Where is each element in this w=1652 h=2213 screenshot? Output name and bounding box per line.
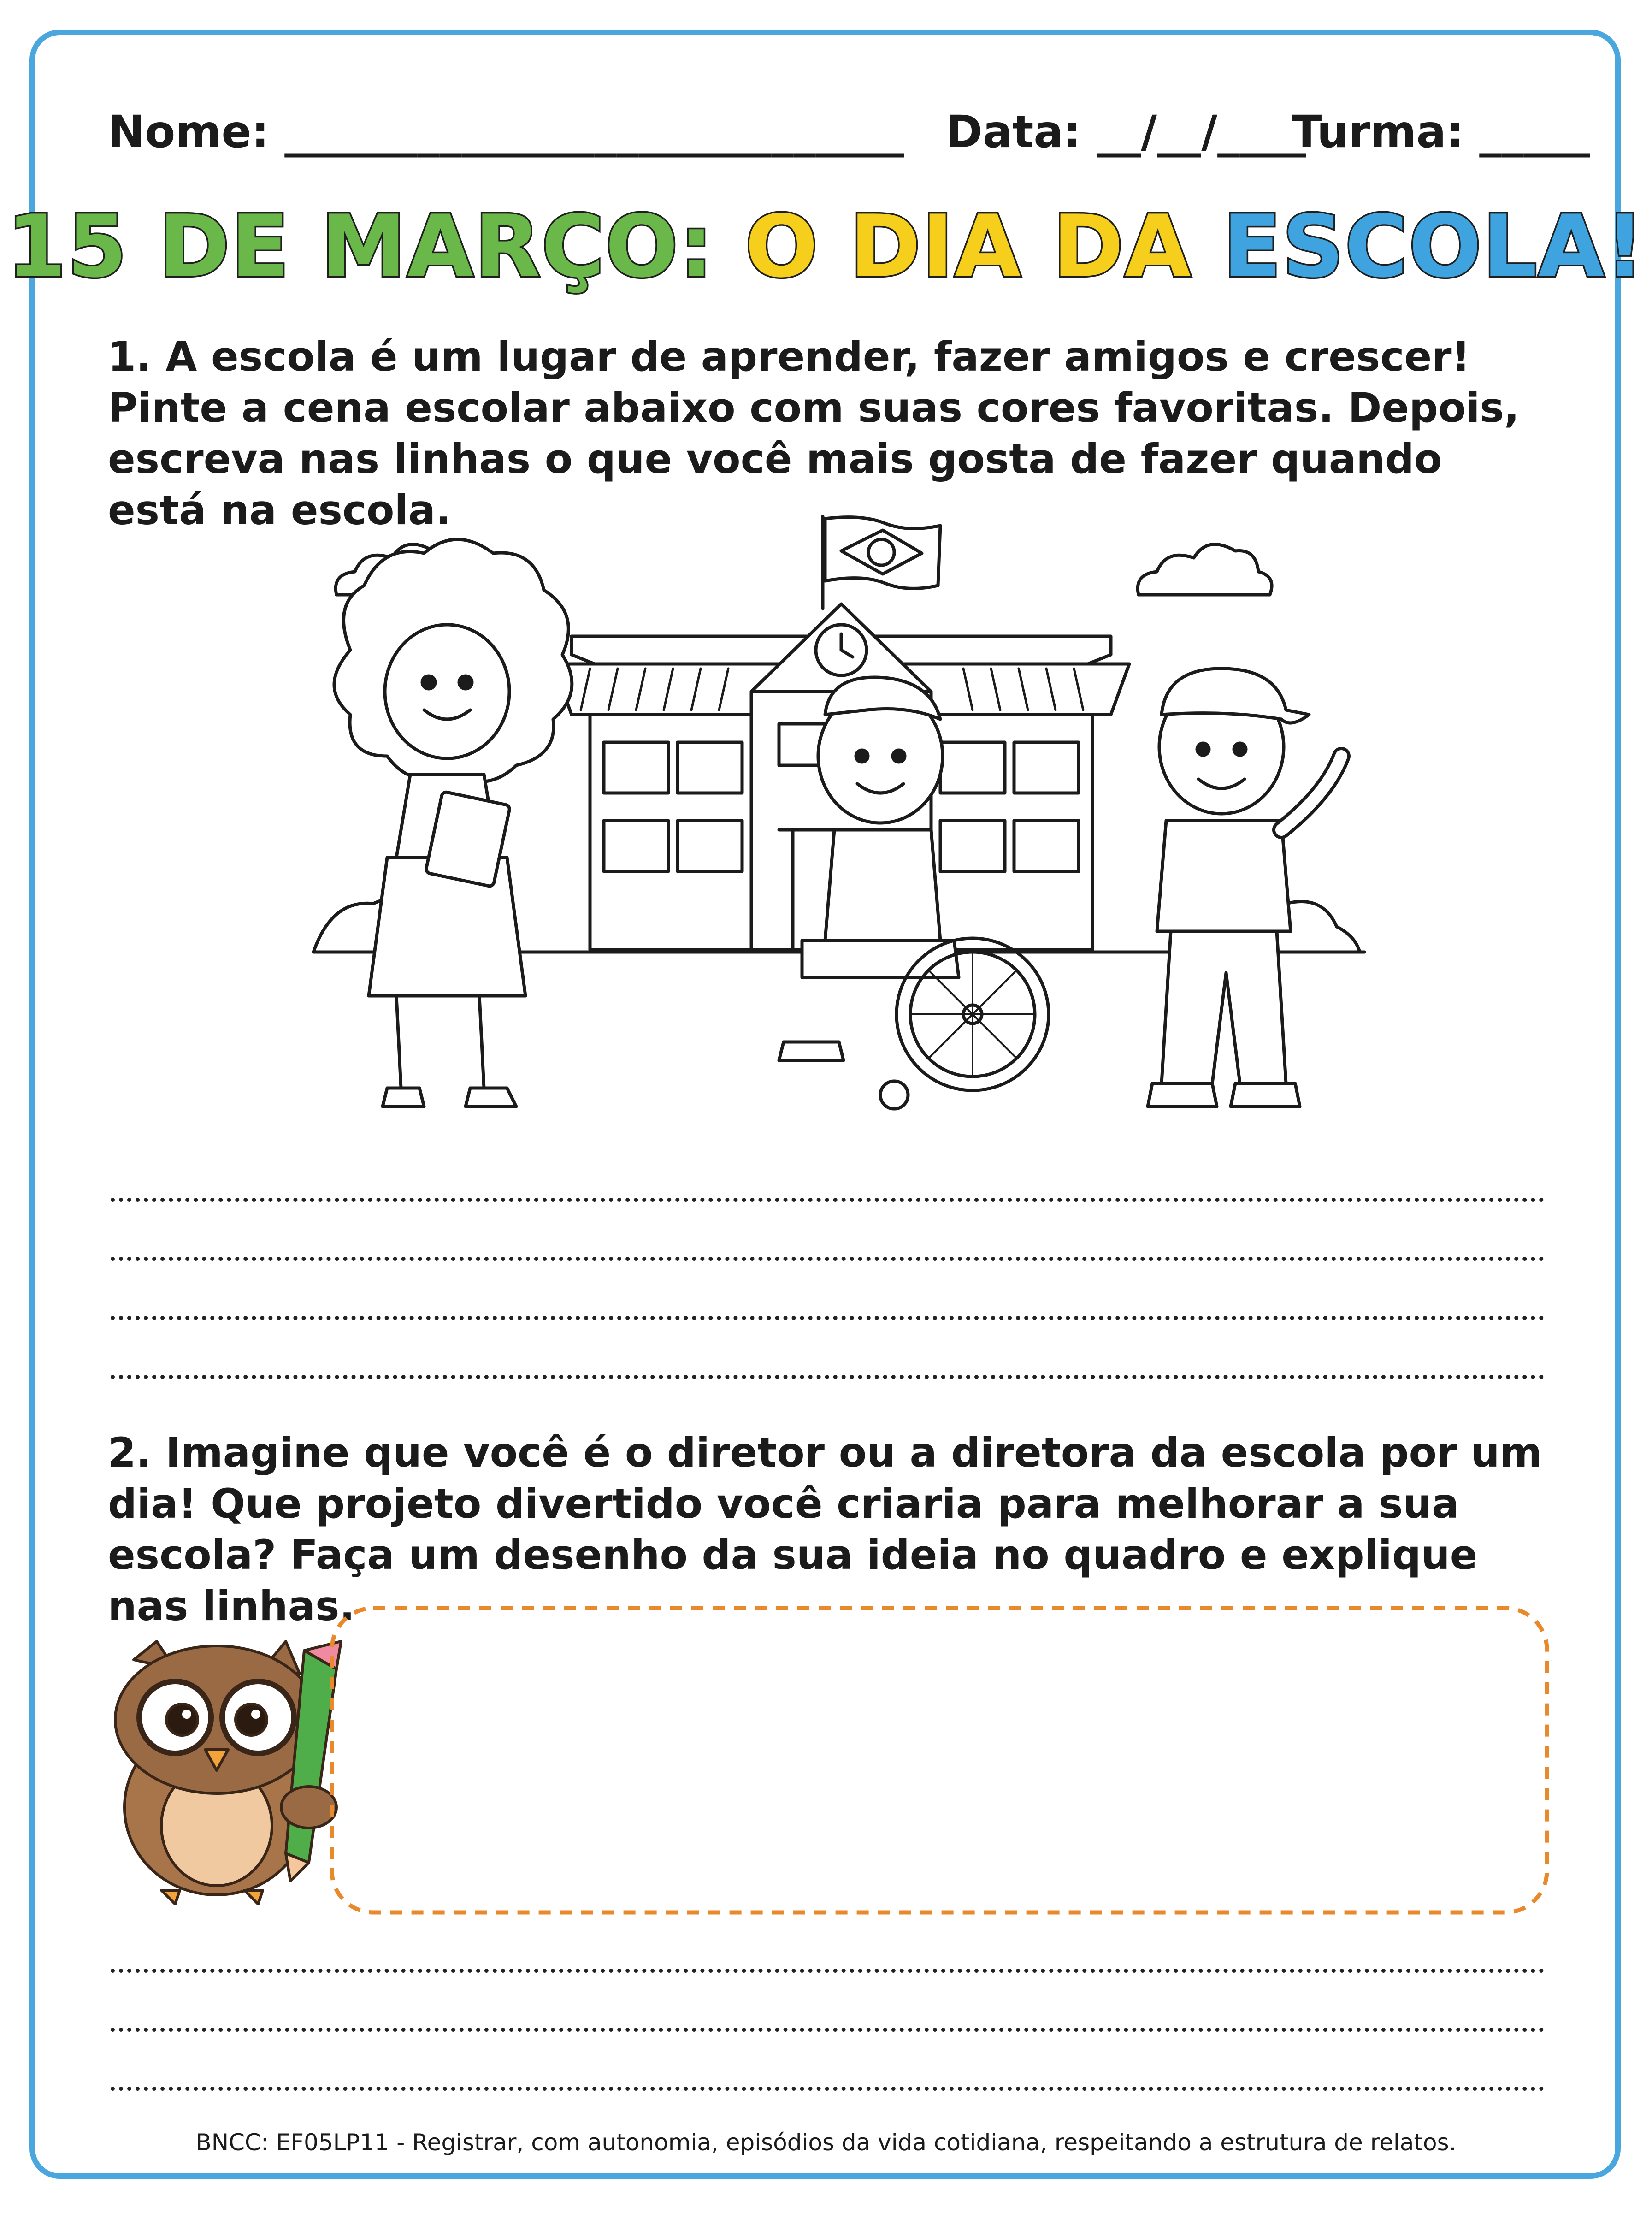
answer-line-6[interactable]	[111, 2028, 1544, 2032]
cloud-icon	[1138, 544, 1272, 595]
girl-with-notebook-icon	[334, 539, 572, 1106]
answer-line-2[interactable]	[111, 1257, 1544, 1261]
answer-line-3[interactable]	[111, 1316, 1544, 1320]
coloring-illustration	[295, 498, 1387, 1153]
answer-line-4[interactable]	[111, 1375, 1544, 1379]
answer-line-7[interactable]	[111, 2087, 1544, 2091]
title-part-1: 15 DE MARÇO:	[6, 196, 714, 296]
page-title	[0, 196, 1652, 297]
question-2-text: 2. Imagine que você é o diretor ou a diretora da escola por um dia! Que projeto divertido você criaria para melhorar a sua escola? Faça um desenho da sua ideia no quadro e explique nas linhas.	[108, 1429, 1542, 1630]
drawing-box[interactable]	[328, 1604, 1551, 1916]
title-part-2: O DIA DA	[745, 196, 1192, 296]
question-1-text: 1. A escola é um lugar de aprender, fazer amigos e crescer! Pinte a cena escolar abaixo com suas cores favoritas. Depois, escreva nas linhas o que você mais gosta de fazer quando está na escola.	[108, 333, 1520, 534]
bncc-footer: BNCC: EF05LP11 - Registrar, com autonomia, episódios da vida cotidiana, respeitando a estrutura de relatos.	[195, 2129, 1457, 2156]
date-field[interactable]: Data: __/__/____	[946, 106, 1306, 158]
answer-line-1[interactable]	[111, 1198, 1544, 1202]
name-field[interactable]: Nome: ____________________________	[108, 106, 904, 158]
boy-with-cap-icon	[1148, 669, 1341, 1106]
brazil-flag-icon	[823, 516, 940, 609]
owl-with-pencil-icon	[106, 1632, 355, 1909]
title-part-3: ESCOLA!	[1222, 196, 1646, 296]
answer-line-5[interactable]	[111, 1969, 1544, 1973]
class-field[interactable]: Turma: _____	[1292, 106, 1590, 158]
